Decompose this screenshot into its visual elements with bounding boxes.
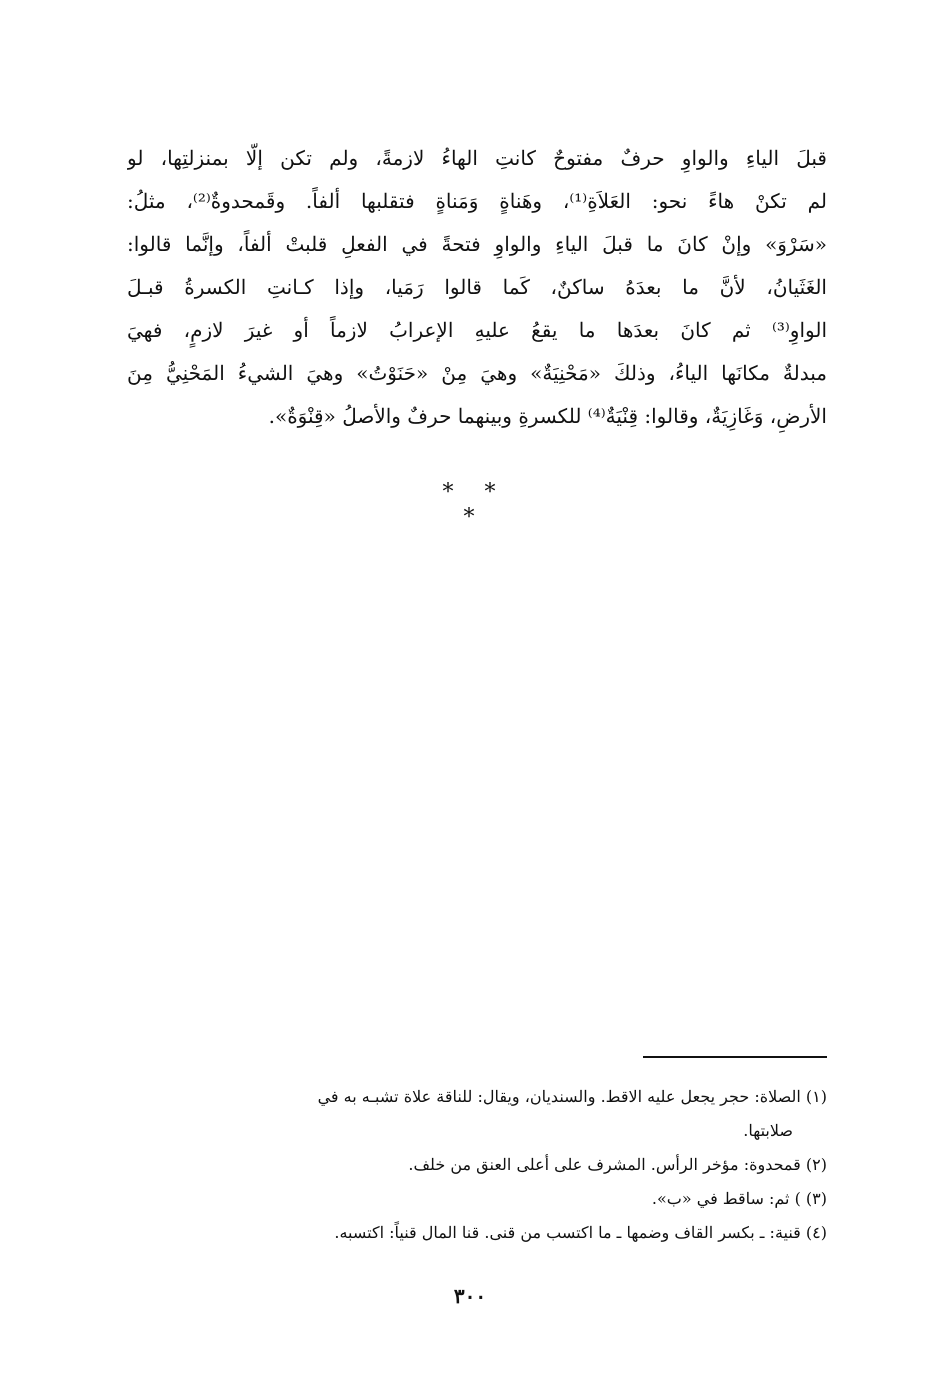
text-line: الغَثَيانُ، لأنَّ ما بعدَهُ ساكنٌ، كَما قالوا رَمَيا، وإذا كـانتِ الكسرةُ قبـلَ (127, 275, 827, 299)
footnote-rule (643, 1056, 827, 1058)
footnotes-block (115, 1080, 827, 1250)
footnote-1: (١) الصلاة: حجر يجعل عليه الاقط. والسنديان، ويقال: للناقة علاة تشبـه به في (317, 1087, 827, 1106)
footnote-1-continuation: صلابتها. (743, 1121, 793, 1140)
main-text-block (127, 137, 827, 438)
section-separator: * * * (442, 480, 508, 530)
footnote-4: (٤) قنية: ـ بكسر القاف وضمها ـ ما اكتسب من قنى. قنا المال قنياً: اكتسبه. (334, 1223, 827, 1242)
text-line: قبلَ الياءِ والواوِ حرفٌ مفتوحٌ كانتِ الهاءُ لازمةً، ولم تكن إلّا بمنزلتِها، لو (127, 146, 827, 170)
text-line: مبدلةٌ مكانَها الياءُ، وذلكَ «مَحْنِيَةٌ» وهيَ مِنْ «حَنَوْتُ» وهيَ الشيءُ المَحْنِيُّ مِنَ (127, 361, 827, 385)
page-number: ٣٠٠ (453, 1284, 487, 1308)
text-line: «سَرْوَ» وإنْ كانَ ما قبلَ الياءِ والواوِ فتحةً في الفعلِ قلبتْ ألفاً، وإنَّما قالوا: (127, 232, 827, 256)
footnote-2: (٢) قمحدوة: مؤخر الرأس. المشرف على أعلى العنق من خلف. (408, 1155, 827, 1174)
footnote-3: (٣) ) ثم: ساقط في «ب». (651, 1189, 827, 1208)
text-line: لم تكنْ هاءً نحو: العَلاَةِ⁽¹⁾، وهَناةٍ وَمَناةٍ فتقلبها ألفاً. وقَمحدوةٌ⁽²⁾، مثلُ: (127, 189, 827, 213)
text-line: الأرضِ، وَغَازِيَةٌ، وقالوا: قِنْيَةٌ⁽⁴⁾ للكسرةِ وبينهما حرفٌ والأصلُ «قِنْوَةٌ». (268, 404, 827, 428)
text-line: الواوِ⁽³⁾ ثم كانَ بعدَها ما يقعُ عليهِ الإعرابُ لازماً أو غيرَ لازمٍ، فهيَ (127, 318, 827, 342)
